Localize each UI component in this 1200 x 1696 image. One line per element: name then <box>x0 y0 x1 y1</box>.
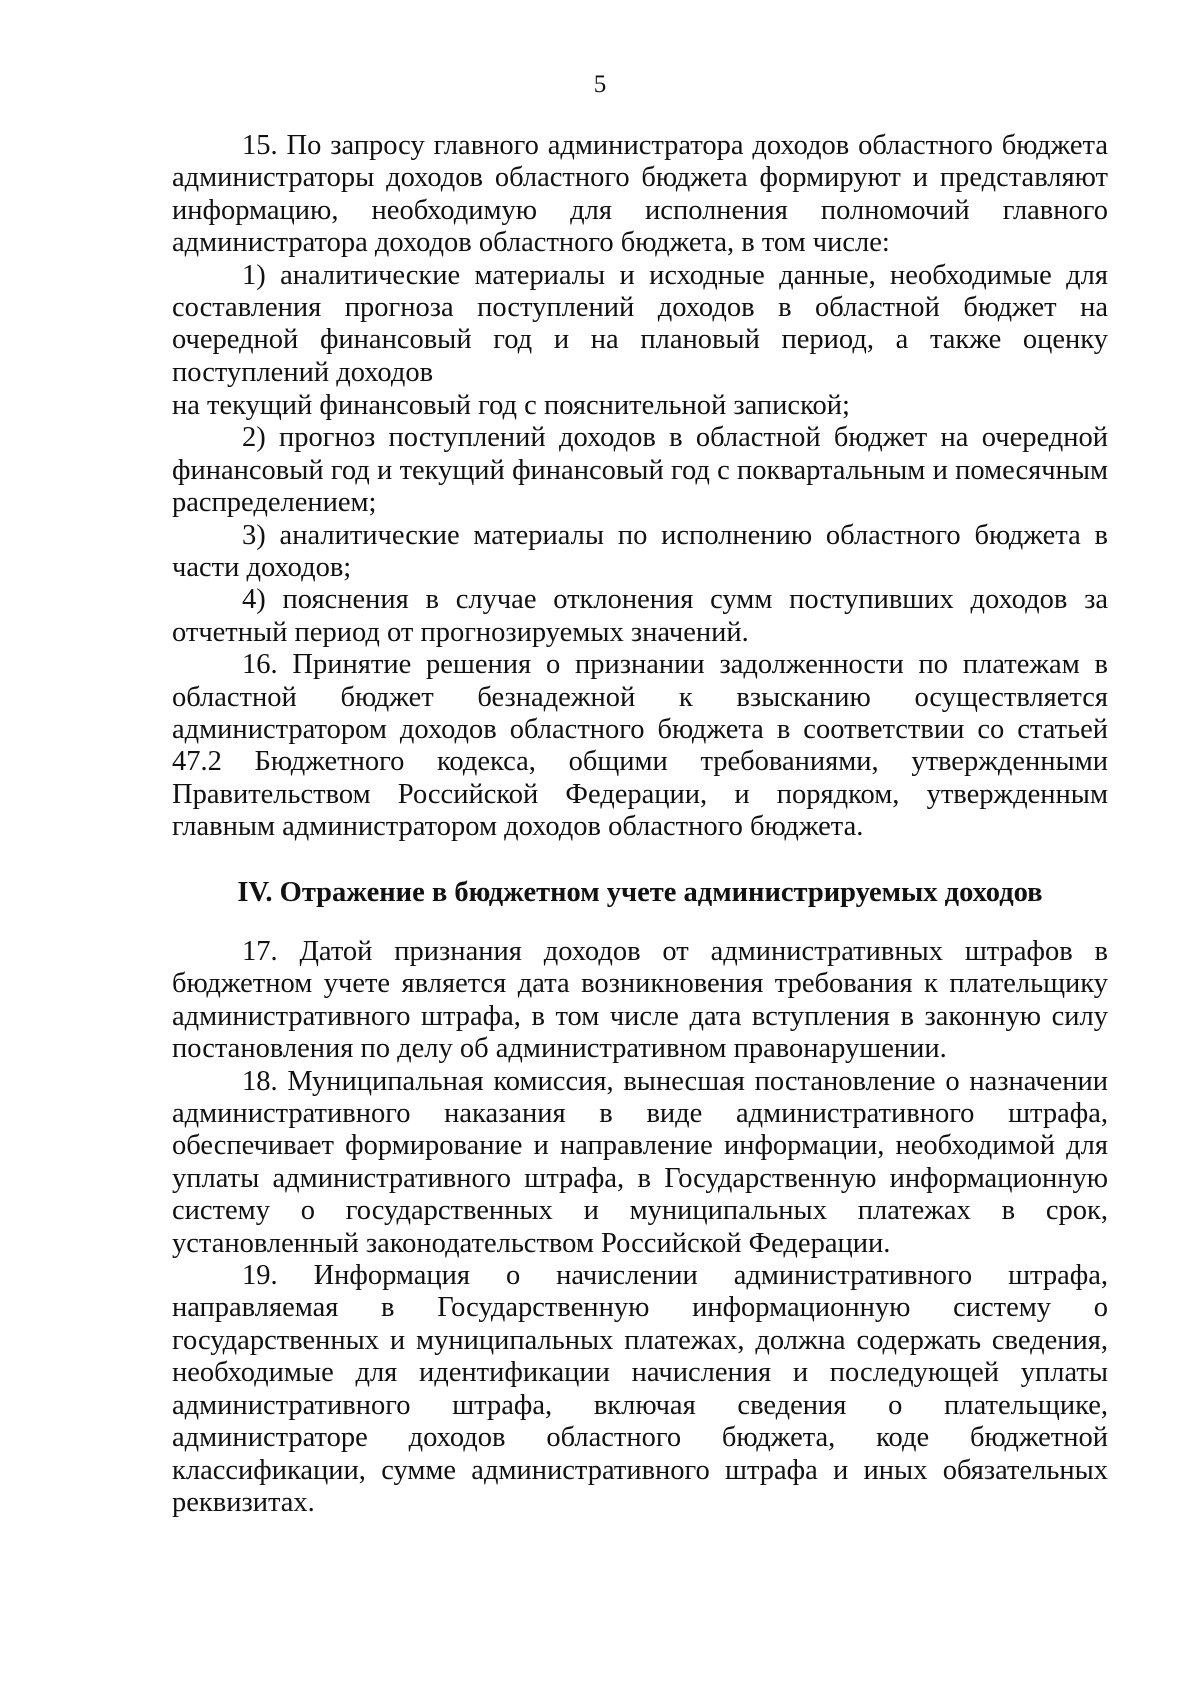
paragraph-16: 16. Принятие решения о признании задолженности по платежам в областной бюджет безнадежной к взысканию осуществляется администратором доходов областного бюджета в соответствии со статьей 47.2 Бюджетного кодекса, общими требованиями, утвержденными Правительством Российской Федерации, и порядком, утвержденным главным администратором доходов областного бюджета. <box>172 649 1108 843</box>
paragraph-15-item-2: 2) прогноз поступлений доходов в областной бюджет на очередной финансовый год и текущий финансовый год с поквартальным и помесячным распределением; <box>172 422 1108 519</box>
paragraph-15-item-3: 3) аналитические материалы по исполнению областного бюджета в части доходов; <box>172 519 1108 584</box>
page-number: 5 <box>593 71 607 98</box>
paragraph-15-item-1-continued: на текущий финансовый год с пояснительной запиской; <box>172 390 850 421</box>
section-heading: IV. Отражение в бюджетном учете администрируемых доходов <box>237 877 1043 908</box>
paragraph-15-item-1: 1) аналитические материалы и исходные данные, необходимые для составления прогноза поступлений доходов в областной бюджет на очередной финансовый год и на плановый период, а также оценку поступлений доходов <box>172 259 1108 388</box>
text-block-top <box>172 130 1108 389</box>
paragraph-18: 18. Муниципальная комиссия, вынесшая постановление о назначении административного наказания в виде административного штрафа, обеспечивает формирование и направление информации, необходимой для уплаты административного штрафа, в Государственную информационную систему о государственных и муниципальных платежах в срок, установленный законодательством Российской Федерации. <box>172 1065 1108 1259</box>
paragraph-17: 17. Датой признания доходов от административных штрафов в бюджетном учете является дата возникновения требования к плательщику административного штрафа, в том числе дата вступления в законную силу постановления по делу об административном правонарушении. <box>172 936 1108 1065</box>
paragraph-15: 15. По запросу главного администратора доходов областного бюджета администраторы доходов областного бюджета формируют и представляют информацию, необходимую для исполнения полномочий главного администратора доходов областного бюджета, в том числе: <box>172 130 1108 259</box>
paragraph-15-item-4: 4) пояснения в случае отклонения сумм поступивших доходов за отчетный период от прогнозируемых значений. <box>172 584 1108 648</box>
text-block-bottom <box>172 936 1108 1519</box>
text-block-middle <box>172 390 1108 844</box>
paragraph-19: 19. Информация о начислении административного штрафа, направляемая в Государственную информационную систему о государственных и муниципальных платежах, должна содержать сведения, необходимые для идентификации начисления и последующей уплаты административного штрафа, включая сведения о плательщике, администраторе доходов областного бюджета, коде бюджетной классификации, сумме административного штрафа и иных обязательных реквизитах. <box>172 1260 1108 1518</box>
